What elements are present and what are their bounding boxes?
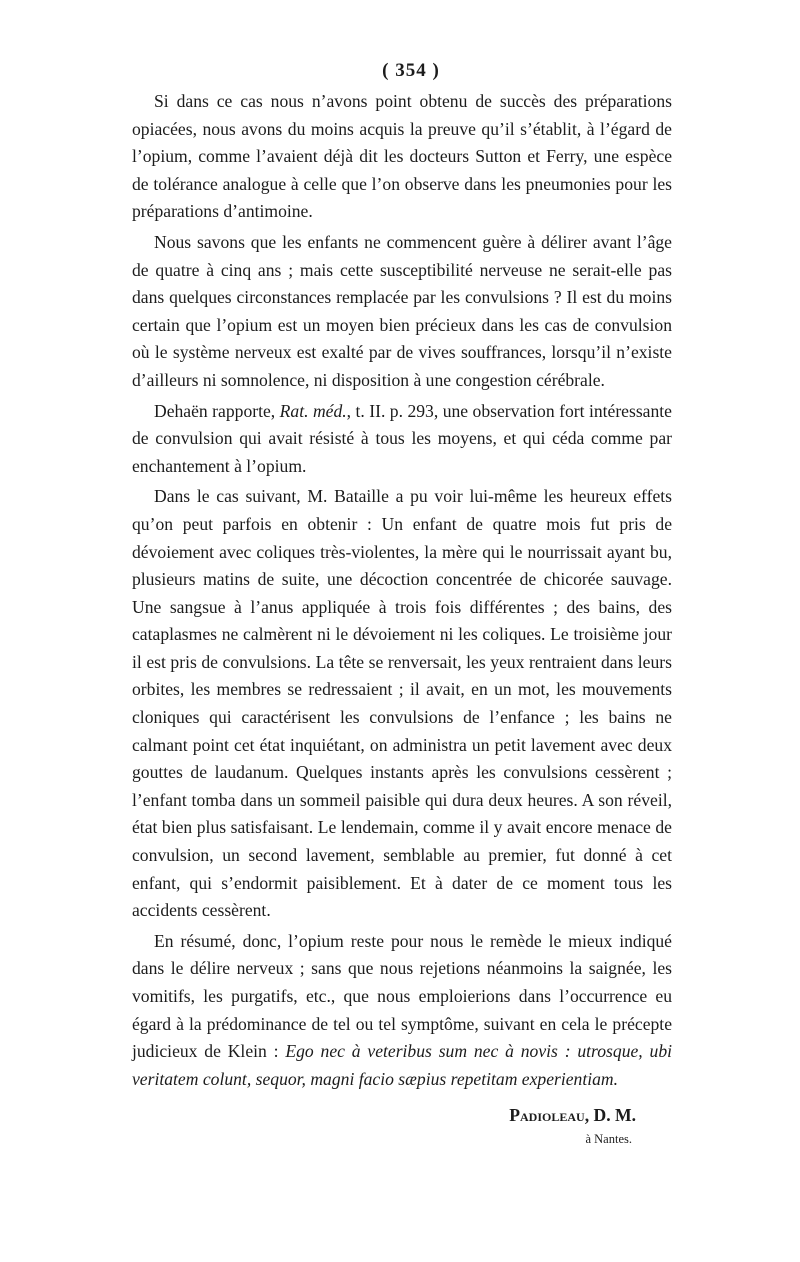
paragraph: Dans le cas suivant, M. Bataille a pu voir lui-même les heureux effets qu’on peut parfois en obtenir : Un enfant de quatre mois fut pris de dévoiement avec coliques très-violentes, la mère qui le nourrissait ayant bu, plusieurs matins de suite, une décoction concentrée de chicorée sauvage. Une sangsue à l’anus appliquée à trois fois différentes ; des bains, des cataplasmes ne calmèrent ni le dévoiement ni les coliques. Le troisième jour il est pris de convulsions. La tête se renversait, les yeux rentraient dans leurs orbites, les membres se redressaient ; il avait, en un mot, les mouvements cloniques qui caractérisent les convulsions de l’enfance ; les bains ne calmant point cet état inquiétant, on administra un petit lavement avec deux gouttes de laudanum. Quelques instants après les convulsions cessèrent ; l’enfant tomba dans un sommeil paisible qui dura deux heures. A son réveil, état bien plus satisfaisant. Le lendemain, comme il y avait encore menace de convulsion, un second lavement, semblable au premier, fut donné à cet enfant, qui s’endormit paisiblement. Et à dater de ce moment tous les accidents cessèrent. xyxy=(132,486,672,921)
page-number: ( 354 ) xyxy=(382,60,440,81)
page xyxy=(132,60,672,1151)
signature-block xyxy=(132,1103,672,1151)
author-signature: Padioleau, D. M. xyxy=(509,1105,636,1126)
paragraph: Si dans ce cas nous n’avons point obtenu de succès des préparations opiacées, nous avons du moins acquis la preuve qu’il s’établit, à l’égard de l’opium, comme l’avaient déjà dit les docteurs Sutton et Ferry, une espèce de tolérance analogue à celle que l’on observe dans les pneumonies pour les préparations d’antimoine. xyxy=(132,91,672,222)
paragraph: Dehaën rapporte, Rat. méd., t. II. p. 293, une observation fort intéressante de convulsion qui avait résisté à tous les moyens, et qui céda comme par enchantement à l’opium. xyxy=(132,400,672,476)
paragraph: En résumé, donc, l’opium reste pour nous le remède le mieux indiqué dans le délire nerveux ; sans que nous rejetions néanmoins la saignée, les vomitifs, les purgatifs, etc., que nous emploierions dans l’occurrence eu égard à la prédominance de tel ou tel symptôme, suivant en cela le précepte judicieux de Klein : Ego nec à veteribus sum nec à novis : utrosque, ubi veritatem colunt, sequor, magni facio sæpius repetitam experientiam. xyxy=(132,930,673,1089)
body-text xyxy=(132,88,672,1093)
author-location: à Nantes. xyxy=(585,1132,632,1147)
paragraph: Nous savons que les enfants ne commencent guère à délirer avant l’âge de quatre à cinq ans ; mais cette susceptibilité nerveuse ne serait-elle pas dans quelques circonstances remplacée par les convulsions ? Il est du moins certain que l’opium est un moyen bien précieux dans les cas de convulsion où le système nerveux est exalté par de vives souffrances, lorsqu’il n’existe d’ailleurs ni somnolence, ni disposition à une congestion cérébrale. xyxy=(132,231,672,390)
